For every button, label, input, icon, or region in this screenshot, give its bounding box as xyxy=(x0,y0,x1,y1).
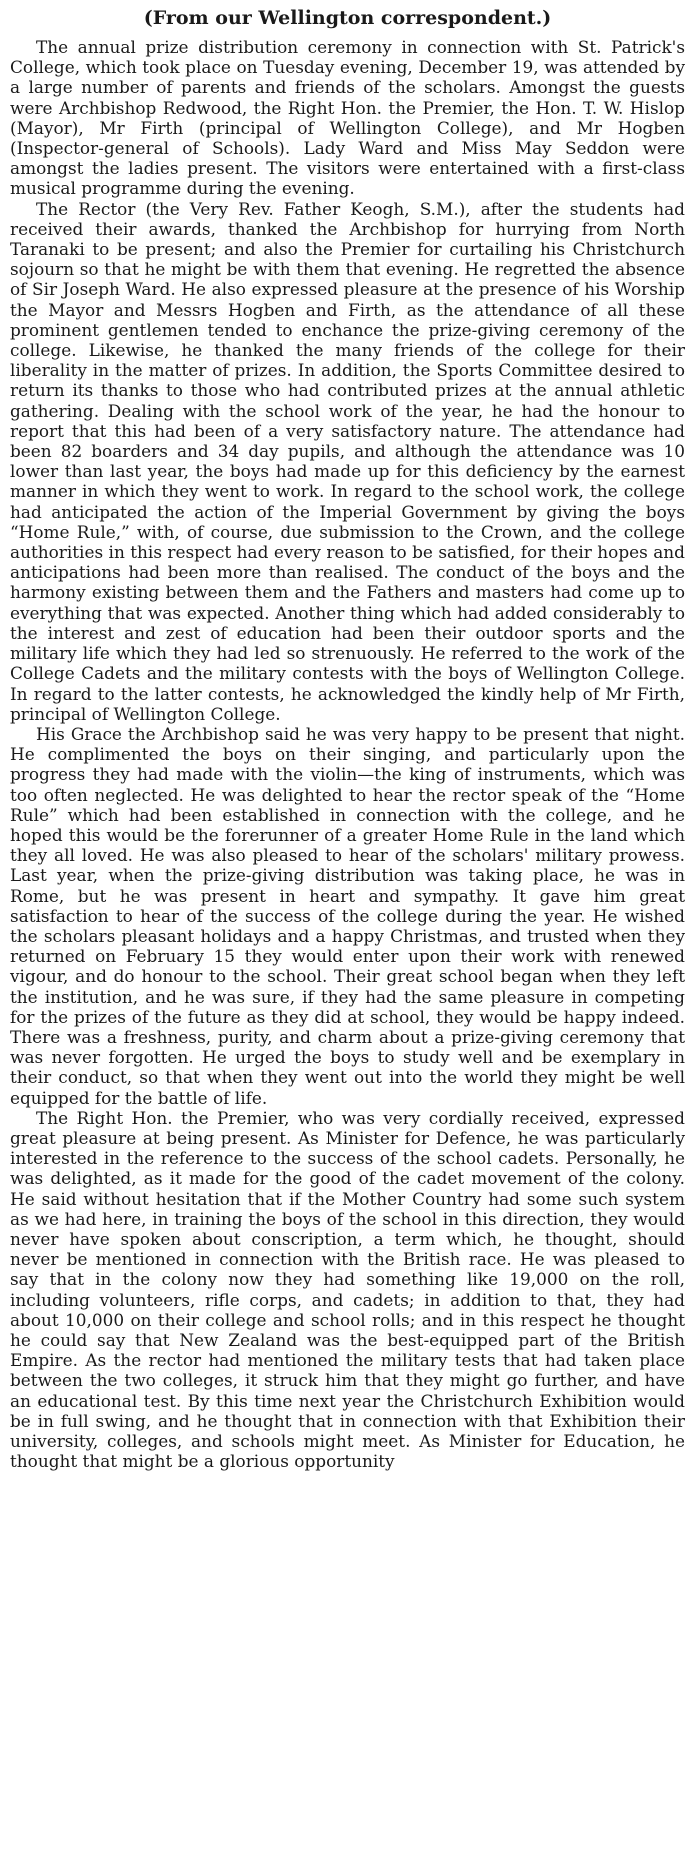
paragraph-rector-speech: The Rector (the Very Rev. Father Keogh, S.M.), after the students had received their awards, thanked the Archbishop for hurrying from North Taranaki to be present; and also the Premier for curtailing his Christchurch sojourn so that he might be with them that evening. He regretted the absence of Sir Joseph Ward. He also expressed pleasure at the presence of his Worship the Mayor and Messrs Hogben and Firth, as the attendance of all these prominent gentlemen tended to enchance the prize-giving ceremony of the college. Likewise, he thanked the many friends of the college for their liberality in the matter of prizes. In addition, the Sports Committee desired to return its thanks to those who had contributed prizes at the annual athletic gathering. Dealing with the school work of the year, he had the honour to report that this had been of a very satisfactory nature. The attendance had been 82 boarders and 34 day pupils, and although the attendance was 10 lower than last year, the boys had made up for this deficiency by the earnest manner in which they went to work. In regard to the school work, the college had anticipated the action of the Imperial Government by giving the boys “Home Rule,” with, of course, due submission to the Crown, and the college authorities in this respect had every reason to be satisfied, for their hopes and anticipations had been more than realised. The conduct of the boys and the harmony existing between them and the Fathers and masters had come up to everything that was expected. Another thing which had added considerably to the interest and zest of education had been their outdoor sports and the military life which they had led so strenuously. He referred to the work of the College Cadets and the military contests with the boys of Wellington College. In regard to the latter contests, he acknowledged the kindly help of Mr Firth, principal of Wellington College. xyxy=(10,198,685,724)
paragraph-prize-ceremony: The annual prize distribution ceremony in connection with St. Patrick's College, which took place on Tuesday evening, December 19, was attended by a large number of parents and friends of the scholars. Amongst the guests were Archbishop Redwood, the Right Hon. the Premier, the Hon. T. W. Hislop (Mayor), Mr Firth (principal of Wellington College), and Mr Hogben (Inspector-general of Schools). Lady Ward and Miss May Seddon were amongst the ladies present. The visitors were entertained with a first-class musical programme during the evening. xyxy=(10,37,685,199)
article-heading: (From our Wellington correspondent.) xyxy=(143,7,552,29)
paragraph-archbishop-speech: His Grace the Archbishop said he was very happy to be present that night. He complimented the boys on their singing, and particularly upon the progress they had made with the violin—the king of instruments, which was too often neglected. He was delighted to hear the rector speak of the “Home Rule” which had been established in connection with the college, and he hoped this would be the forerunner of a greater Home Rule in the land which they all loved. He was also pleased to hear of the scholars' military prowess. Last year, when the prize-giving distribution was taking place, he was in Rome, but he was present in heart and sympathy. It gave him great satisfaction to hear of the success of the college during the year. He wished the scholars pleasant holidays and a happy Christmas, and trusted when they returned on February 15 they would enter upon their work with renewed vigour, and do honour to the school. Their great school began when they left the institution, and he was sure, if they had the same pleasure in competing for the prizes of the future as they did at school, they would be happy indeed. There was a freshness, purity, and charm about a prize-giving ceremony that was never forgotten. He urged the boys to study well and be exemplary in their conduct, so that when they went out into the world they might be well equipped for the battle of life. xyxy=(10,723,685,1108)
paragraph-premier-speech: The Right Hon. the Premier, who was very cordially received, expressed great pleasure at being present. As Minister for Defence, he was particularly interested in the reference to the success of the school cadets. Personally, he was delighted, as it made for the good of the cadet movement of the colony. He said without hesitation that if the Mother Country had some such system as we had here, in training the boys of the school in this direction, they would never have spoken about conscription, a term which, he thought, should never be mentioned in connection with the British race. He was pleased to say that in the colony now they had something like 19,000 on the roll, including volunteers, rifle corps, and cadets; in addition to that, they had about 10,000 on their college and school rolls; and in this respect he thought he could say that New Zealand was the best-equipped part of the British Empire. As the rector had mentioned the military tests that had taken place between the two colleges, it struck him that they might go further, and have an educational test. By this time next year the Christchurch Exhibition would be in full swing, and he thought that in connection with that Exhibition their university, colleges, and schools might meet. As Minister for Education, he thought that might be a glorious opportunity xyxy=(10,1107,685,1472)
newspaper-article xyxy=(10,0,685,1471)
